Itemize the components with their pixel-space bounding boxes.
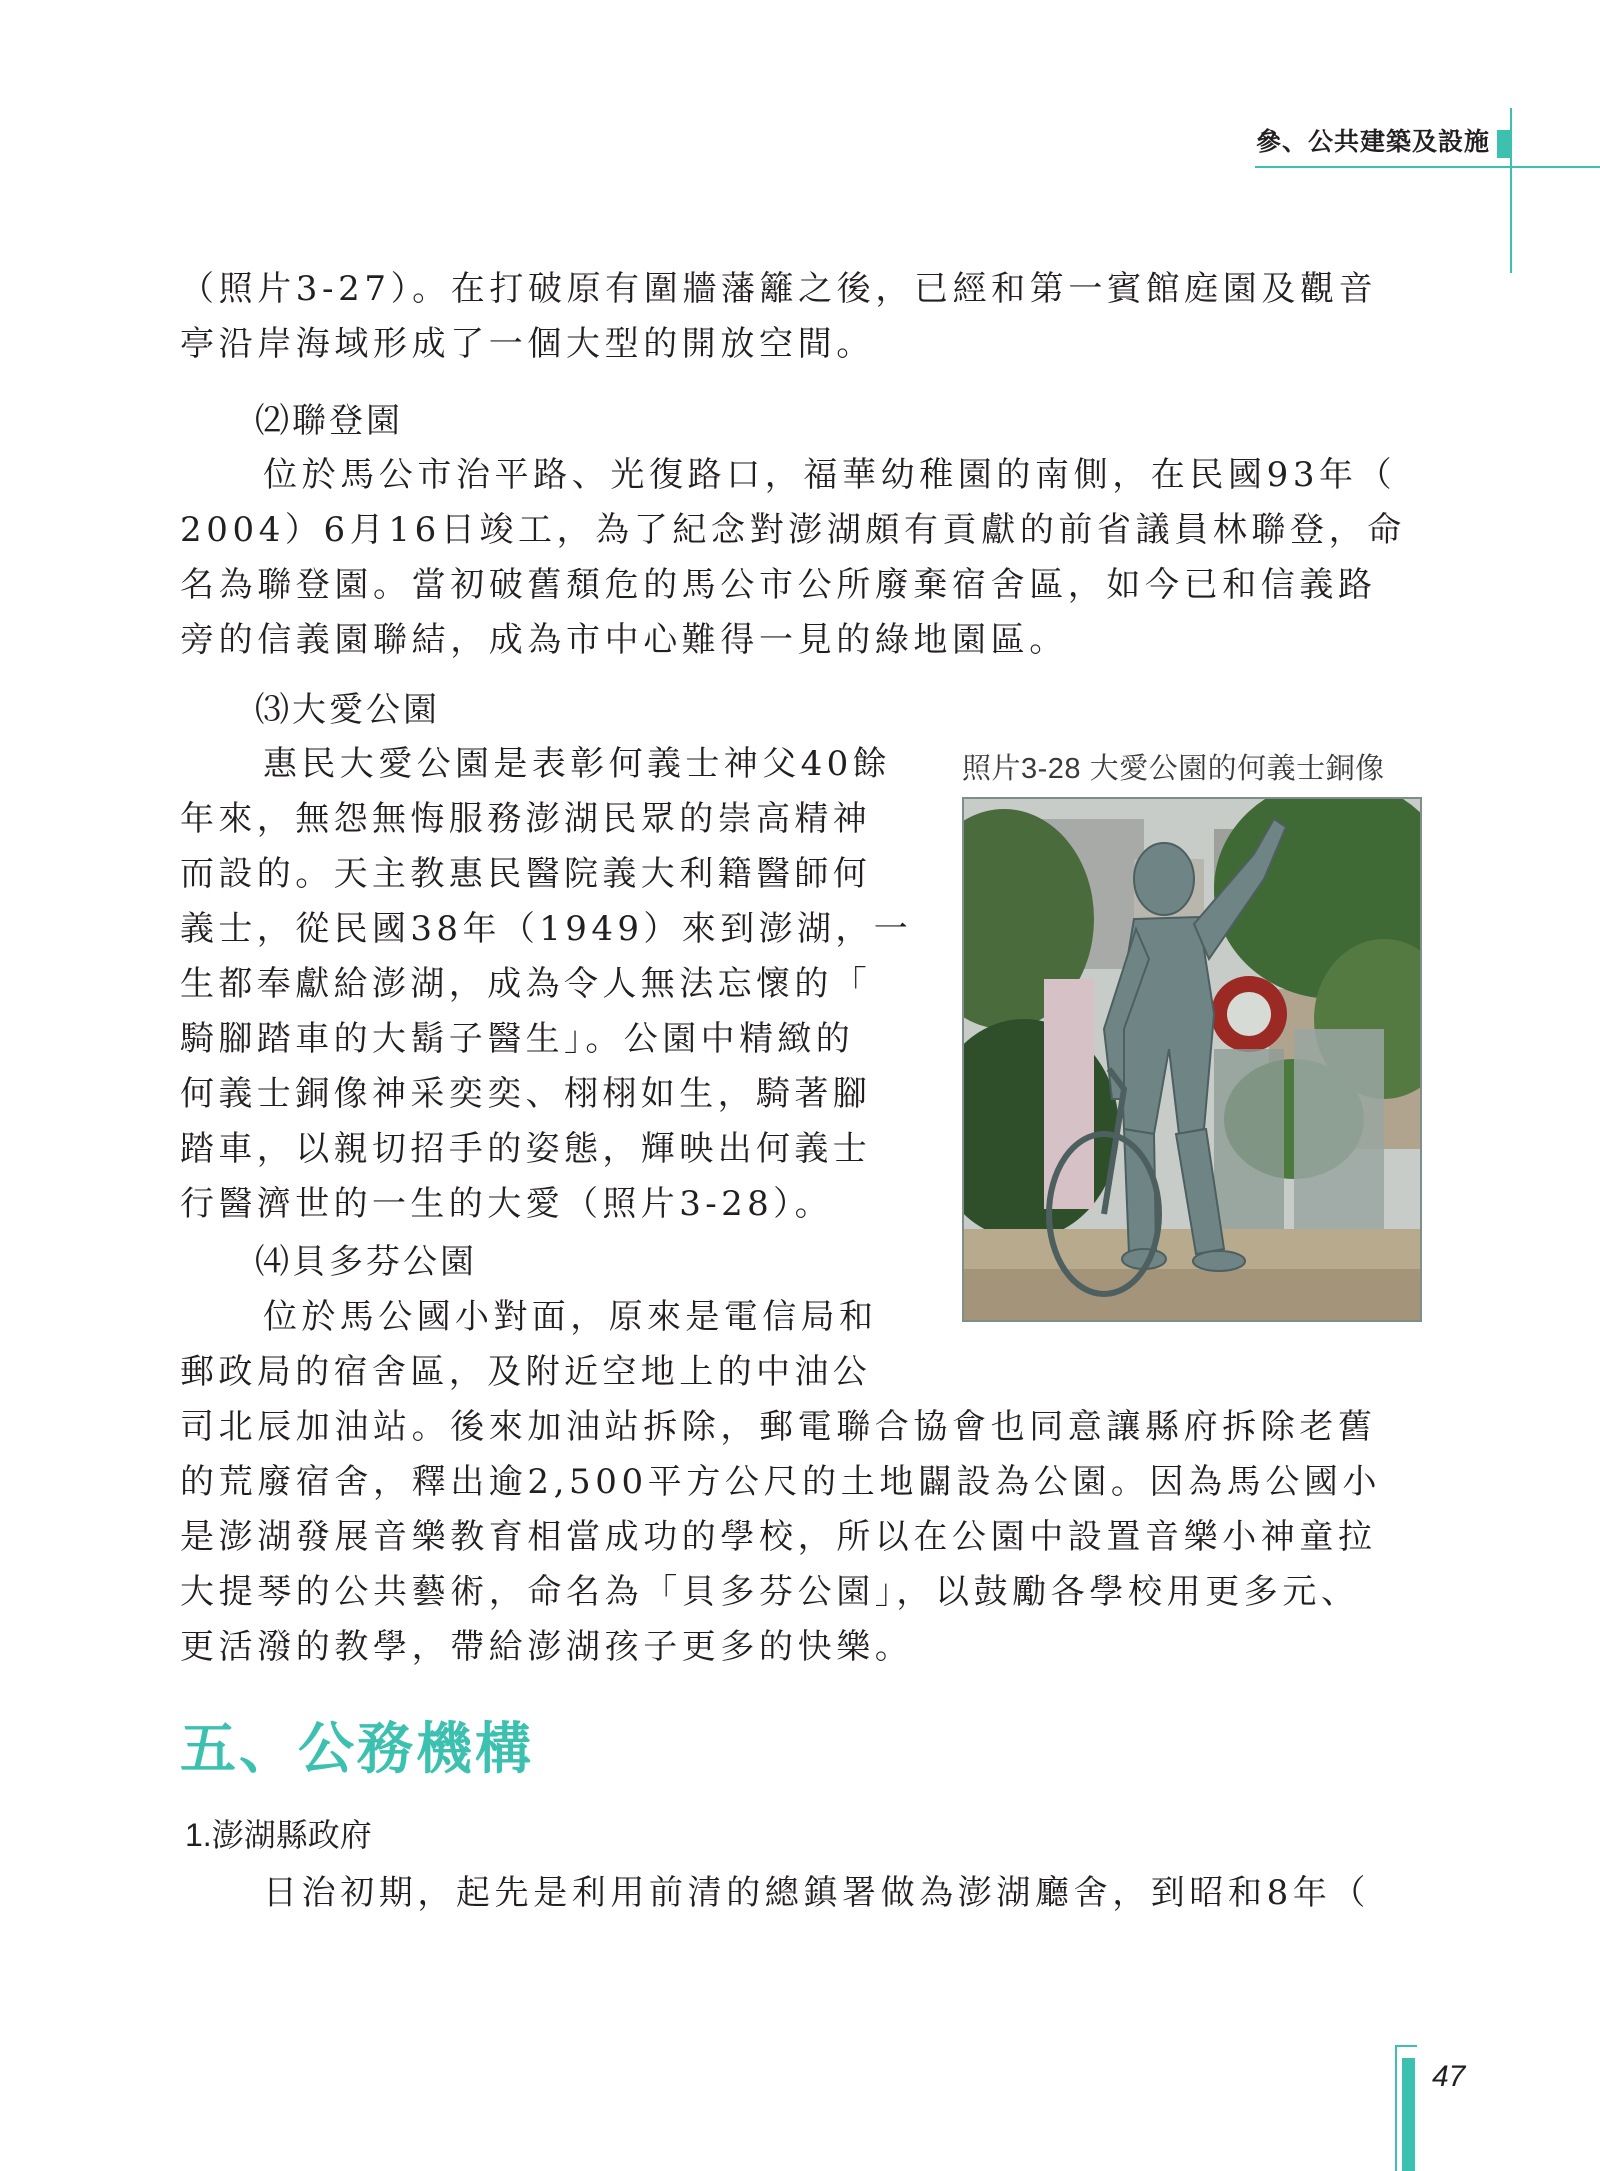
text-line: 日治初期，起先是利用前清的總鎮署做為澎湖廳舍，到昭和8年（: [263, 1873, 1371, 1913]
liandeng-heading: ⑵聯登園: [255, 401, 403, 441]
footer-accent-block: [1402, 2058, 1415, 2171]
text-line: 義士，從民國38年（1949）來到澎湖，一: [180, 909, 913, 949]
beethoven-heading: ⑷貝多芬公園: [255, 1242, 477, 1282]
text-line: 的荒廢宿舍，釋出逾2,500平方公尺的土地闢設為公園。因為馬公國小: [180, 1462, 1382, 1502]
footer-rule: [1395, 2045, 1417, 2047]
daai-heading: ⑶大愛公園: [255, 690, 440, 730]
chapter-title: 參、公共建築及設施: [1255, 127, 1490, 156]
photo-caption: 照片3-28 大愛公園的何義士銅像: [962, 753, 1385, 785]
footer-vertical-rule: [1395, 2045, 1397, 2171]
liandeng-paragraph: [180, 448, 1406, 668]
statue-photo-illustration: [964, 799, 1420, 1320]
text-line: 年來，無怨無悔服務澎湖民眾的崇高精神: [180, 799, 872, 839]
header-rule: [1255, 166, 1600, 168]
section-body: [180, 1866, 1370, 1921]
text-line: 何義士銅像神采奕奕、栩栩如生，騎著腳: [180, 1074, 872, 1114]
text-line: 名為聯登園。當初破舊頹危的馬公市公所廢棄宿舍區，如今已和信義路: [180, 565, 1377, 605]
intro-paragraph: [180, 262, 1377, 372]
daai-paragraph: [180, 737, 912, 1232]
text-line: （照片3-27）。在打破原有圍牆藩籬之後，已經和第一賓館庭園及觀音: [180, 269, 1378, 309]
text-line: 騎腳踏車的大鬍子醫生」。公園中精緻的: [180, 1019, 855, 1059]
text-line: 而設的。天主教惠民醫院義大利籍醫師何: [180, 854, 872, 894]
text-line: 旁的信義園聯結，成為市中心難得一見的綠地園區。: [180, 620, 1068, 660]
beethoven-paragraph-narrow: [180, 1290, 877, 1400]
text-line: 位於馬公市治平路、光復路口，福華幼稚園的南側，在民國93年（: [263, 455, 1397, 495]
subsection-title: 1.澎湖縣政府: [185, 1817, 372, 1853]
text-line: 惠民大愛公園是表彰何義士神父40餘: [263, 744, 892, 784]
text-line: 司北辰加油站。後來加油站拆除，郵電聯合協會也同意讓縣府拆除老舊: [180, 1407, 1377, 1447]
statue-photo: [962, 797, 1422, 1322]
page-number: 47: [1432, 2060, 1466, 2093]
text-line: 行醫濟世的一生的大愛（照片3-28）。: [180, 1184, 833, 1224]
header-vertical-rule: [1510, 108, 1512, 273]
text-line: 大提琴的公共藝術，命名為「貝多芬公園」，以鼓勵各學校用更多元、: [180, 1572, 1360, 1612]
header-accent-block: [1497, 130, 1511, 158]
section-title: 五、公務機構: [180, 1716, 534, 1782]
text-line: 亭沿岸海域形成了一個大型的開放空間。: [180, 324, 875, 364]
text-line: 踏車，以親切招手的姿態，輝映出何義士: [180, 1129, 872, 1169]
beethoven-paragraph-wide: [180, 1400, 1381, 1675]
text-line: 2004）6月16日竣工，為了紀念對澎湖頗有貢獻的前省議員林聯登，命: [180, 510, 1406, 550]
text-line: 是澎湖發展音樂教育相當成功的學校，所以在公園中設置音樂小神童拉: [180, 1517, 1377, 1557]
text-line: 生都奉獻給澎湖，成為令人無法忘懷的「: [180, 964, 872, 1004]
text-line: 郵政局的宿舍區，及附近空地上的中油公: [180, 1352, 872, 1392]
text-line: 更活潑的教學，帶給澎湖孩子更多的快樂。: [180, 1627, 914, 1667]
text-line: 位於馬公國小對面，原來是電信局和: [263, 1297, 878, 1337]
